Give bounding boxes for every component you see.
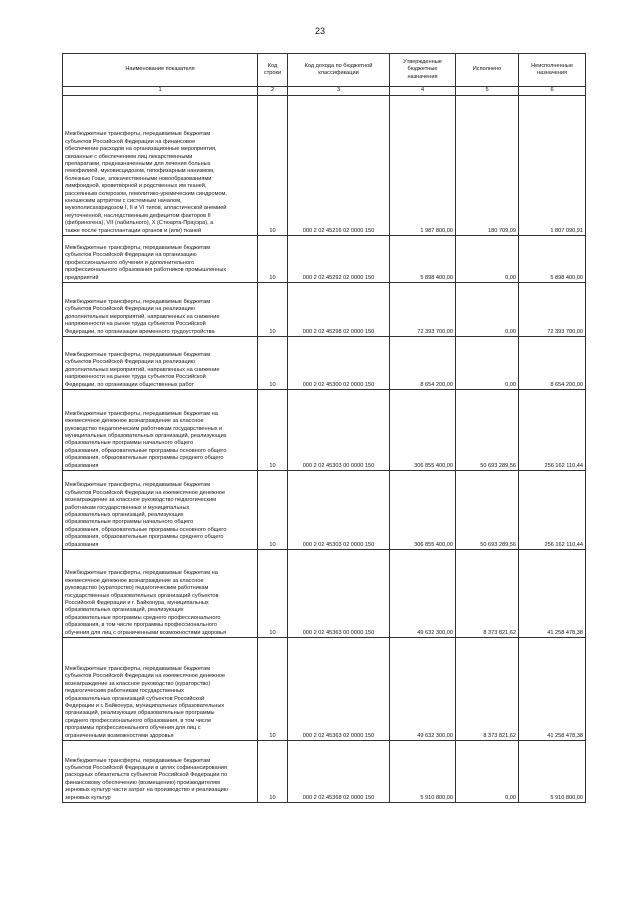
header-line-code: Код строки bbox=[258, 54, 288, 87]
executed-amount: 0,00 bbox=[456, 283, 519, 337]
income-code: 000 2 02 45363 00 0000 150 bbox=[288, 550, 390, 638]
line-code: 10 bbox=[258, 236, 288, 283]
budget-report-table bbox=[62, 53, 586, 803]
column-number: 5 bbox=[456, 87, 519, 96]
indicator-name: Межбюджетные трансферты, передаваемые бюджетам на ежемесячное денежное вознаграждение за классное руководство педагогическим работникам государственных и муниципальных образовательных организаций, реализующих образовательные программы начального общего образования, образовательные программы основного общего образования, образовательные программы среднего общего образования bbox=[63, 390, 258, 471]
approved-amount: 306 855 400,00 bbox=[390, 471, 456, 550]
table-row bbox=[63, 337, 586, 390]
income-code: 000 2 02 45363 02 0000 150 bbox=[288, 638, 390, 741]
line-code: 10 bbox=[258, 283, 288, 337]
column-number-row bbox=[63, 87, 586, 96]
table-row bbox=[63, 471, 586, 550]
income-code: 000 2 02 45368 02 0000 150 bbox=[288, 741, 390, 803]
income-code: 000 2 02 45216 02 0000 150 bbox=[288, 96, 390, 236]
column-number: 1 bbox=[63, 87, 258, 96]
unexecuted-amount: 256 162 110,44 bbox=[519, 390, 586, 471]
header-income-code: Код дохода по бюджетной классификации bbox=[288, 54, 390, 87]
income-code: 000 2 02 45300 02 0000 150 bbox=[288, 337, 390, 390]
column-number: 3 bbox=[288, 87, 390, 96]
approved-amount: 8 654 200,00 bbox=[390, 337, 456, 390]
table-row bbox=[63, 283, 586, 337]
column-number: 6 bbox=[519, 87, 586, 96]
column-number: 4 bbox=[390, 87, 456, 96]
executed-amount: 0,00 bbox=[456, 741, 519, 803]
header-indicator-name: Наименование показателя bbox=[63, 54, 258, 87]
indicator-name: Межбюджетные трансферты, передаваемые бюджетам субъектов Российской Федерации на ежемесячное денежное вознаграждение за классное руководство (кураторство) педагогическим работникам государственных образовательных организаций субъектов Российской Федерации и г. Байконура, муниципальных образовательных организаций, реализующих образовательные программы среднего профессионального образования, в том числе программы профессионального обучения для лиц с ограниченными возможностями здоровья bbox=[63, 638, 258, 741]
executed-amount: 0,00 bbox=[456, 236, 519, 283]
indicator-name: Межбюджетные трансферты, передаваемые бюджетам субъектов Российской Федерации на реализацию дополнительных мероприятий, направленных на снижение напряженности на рынке труда субъектов Российской Федерации, по организации временного трудоустройства bbox=[63, 283, 258, 337]
approved-amount: 49 632 300,00 bbox=[390, 638, 456, 741]
unexecuted-amount: 5 910 800,00 bbox=[519, 741, 586, 803]
line-code: 10 bbox=[258, 638, 288, 741]
executed-amount: 50 693 289,56 bbox=[456, 390, 519, 471]
approved-amount: 72 393 700,00 bbox=[390, 283, 456, 337]
table-row bbox=[63, 96, 586, 236]
income-code: 000 2 02 45303 00 0000 150 bbox=[288, 390, 390, 471]
unexecuted-amount: 41 258 478,38 bbox=[519, 638, 586, 741]
line-code: 10 bbox=[258, 337, 288, 390]
header-row bbox=[63, 54, 586, 87]
approved-amount: 49 632 300,00 bbox=[390, 550, 456, 638]
unexecuted-amount: 8 654 200,00 bbox=[519, 337, 586, 390]
approved-amount: 1 987 800,00 bbox=[390, 96, 456, 236]
line-code: 10 bbox=[258, 550, 288, 638]
header-unexecuted: Неисполненные назначения bbox=[519, 54, 586, 87]
header-approved: Утвержденные бюджетные назначения bbox=[390, 54, 456, 87]
executed-amount: 50 693 289,56 bbox=[456, 471, 519, 550]
income-code: 000 2 02 45292 02 0000 150 bbox=[288, 236, 390, 283]
table-row bbox=[63, 741, 586, 803]
unexecuted-amount: 72 393 700,00 bbox=[519, 283, 586, 337]
unexecuted-amount: 256 162 110,44 bbox=[519, 471, 586, 550]
unexecuted-amount: 41 258 478,38 bbox=[519, 550, 586, 638]
executed-amount: 8 373 821,62 bbox=[456, 550, 519, 638]
executed-amount: 0,00 bbox=[456, 337, 519, 390]
indicator-name: Межбюджетные трансферты, передаваемые бюджетам на ежемесячное денежное вознаграждение за классное руководство (кураторство) педагогическим работникам государственных образовательных организаций субъектов Российской Федерации и г. Байконура, муниципальных образовательных организаций, реализующих образовательные программы среднего профессионального образования, в том числе программы профессионального обучения для лиц с ограниченными возможностями здоровья bbox=[63, 550, 258, 638]
line-code: 10 bbox=[258, 741, 288, 803]
indicator-name: Межбюджетные трансферты, передаваемые бюджетам субъектов Российской Федерации на организацию профессионального обучения и дополнительного профессионального образования работников промышленных предприятий bbox=[63, 236, 258, 283]
header-executed: Исполнено bbox=[456, 54, 519, 87]
indicator-name: Межбюджетные трансферты, передаваемые бюджетам субъектов Российской Федерации на финансовое обеспечение расходов на организационные мероприятия, связанные с обеспечением лиц лекарственными препаратами, предназначенными для лечения больных гемофилией, муковисцидозом, гипофизарным нанизмом, болезнью Гоше, злокачественными новообразованиями лимфоидной, кроветворной и родственных им тканей, рассеянным склерозом, гемолитико-уремическим синдромом, юношеским артритом с системным началом, мукополисахаридозом I, II и VI типов, апластической анемией неуточненной, наследственным дефицитом факторов II (фибриногена), VII (лабильного), X (Стюарта-Прауэра), а также после трансплантации органов и (или) тканей bbox=[63, 96, 258, 236]
indicator-name: Межбюджетные трансферты, передаваемые бюджетам субъектов Российской Федерации в целях софинансирования расходных обязательств субъектов Российской Федерации по финансовому обеспечению (возмещению) производителям зерновых культур части затрат на производство и реализацию зерновых культур bbox=[63, 741, 258, 803]
table-row bbox=[63, 236, 586, 283]
unexecuted-amount: 1 807 090,91 bbox=[519, 96, 586, 236]
table-row bbox=[63, 550, 586, 638]
indicator-name: Межбюджетные трансферты, передаваемые бюджетам субъектов Российской Федерации на реализацию дополнительных мероприятий, направленных на снижение напряженности на рынке труда субъектов Российской Федерации, по организации общественных работ bbox=[63, 337, 258, 390]
column-number: 2 bbox=[258, 87, 288, 96]
unexecuted-amount: 5 898 400,00 bbox=[519, 236, 586, 283]
income-code: 000 2 02 45303 02 0000 150 bbox=[288, 471, 390, 550]
table-row bbox=[63, 638, 586, 741]
indicator-name: Межбюджетные трансферты, передаваемые бюджетам субъектов Российской Федерации на ежемесячное денежное вознаграждение за классное руководство педагогическим работникам государственных и муниципальных образовательных организаций, реализующих образовательные программы начального общего образования, образовательные программы основного общего образования, образовательные программы среднего общего образования bbox=[63, 471, 258, 550]
approved-amount: 5 910 800,00 bbox=[390, 741, 456, 803]
income-code: 000 2 02 45298 02 0000 150 bbox=[288, 283, 390, 337]
line-code: 10 bbox=[258, 96, 288, 236]
executed-amount: 180 709,09 bbox=[456, 96, 519, 236]
executed-amount: 8 373 821,62 bbox=[456, 638, 519, 741]
line-code: 10 bbox=[258, 390, 288, 471]
approved-amount: 5 898 400,00 bbox=[390, 236, 456, 283]
approved-amount: 306 855 400,00 bbox=[390, 390, 456, 471]
page-number: 23 bbox=[314, 26, 325, 36]
line-code: 10 bbox=[258, 471, 288, 550]
table-row bbox=[63, 390, 586, 471]
